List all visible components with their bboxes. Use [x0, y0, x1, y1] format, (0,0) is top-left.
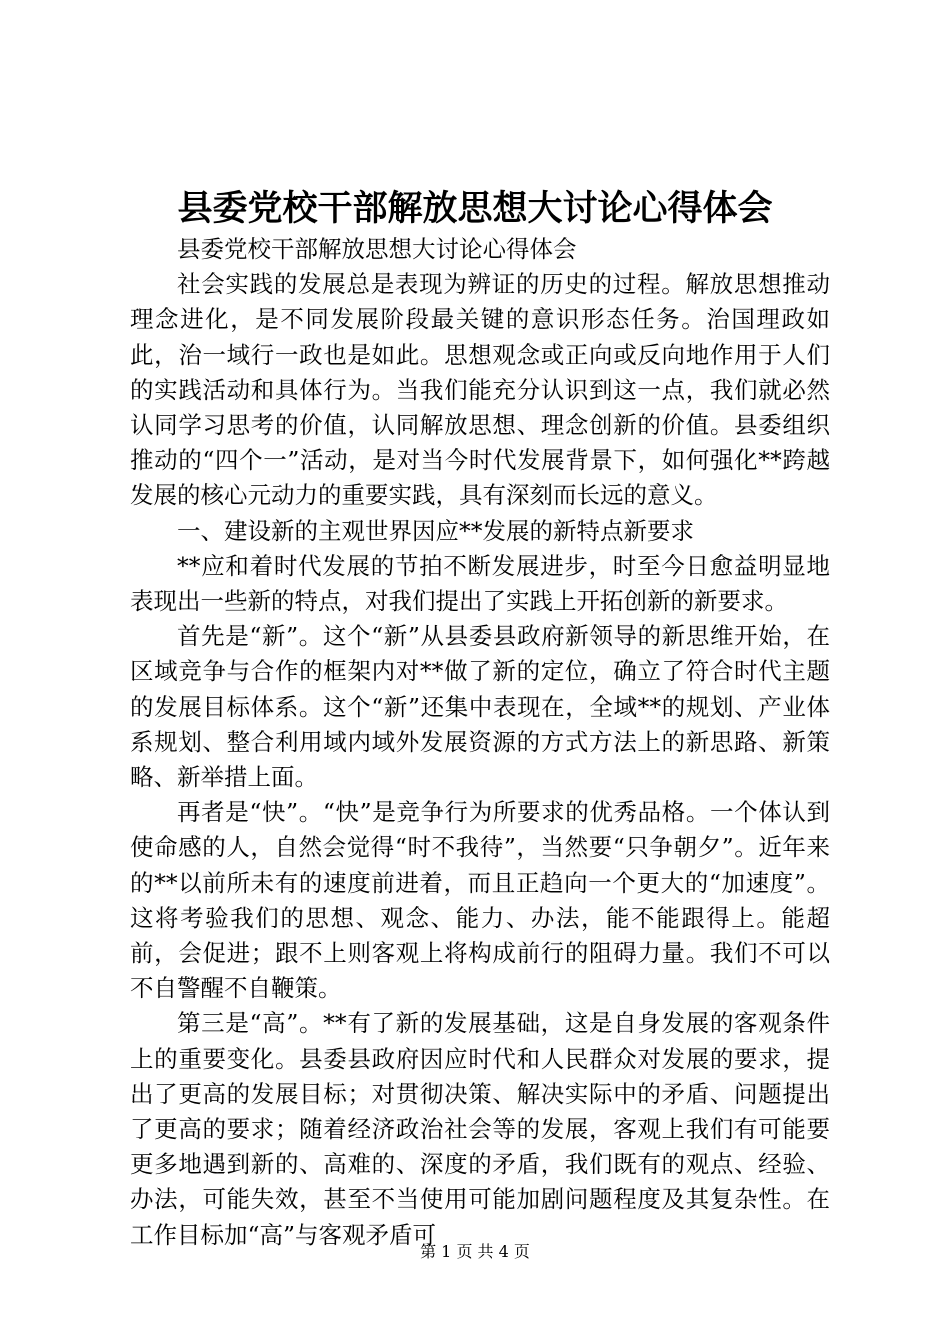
section-heading: 一、建设新的主观世界因应**发展的新特点新要求: [177, 516, 694, 545]
paragraph-intro: 社会实践的发展总是表现为辨证的历史的过程。解放思想推动理念进化，是不同发展阶段最关键的意识形态任务。治国理政如此，治一域行一政也是如此。思想观念或正向或反向地作用于人们的实践活动和具体行为。当我们能充分认识到这一点，我们就必然认同学习思考的价值，认同解放思想、理念创新的价值。县委组织推动的“四个一”活动，是对当今时代发展背景下，如何强化**跨越发展的核心元动力的重要实践，具有深刻而长远的意义。: [130, 270, 830, 510]
paragraph: **应和着时代发展的节拍不断发展进步，时至今日愈益明显地表现出一些新的特点，对我们提出了实践上开拓创新的新要求。: [130, 551, 830, 616]
paragraph: 再者是“快”。“快”是竞争行为所要求的优秀品格。一个体认到使命感的人，自然会觉得“时不我待”，当然要“只争朝夕”。近年来的**以前所未有的速度前进着，而且正趋向一个更大的“加速度”。这将考验我们的思想、观念、能力、办法，能不能跟得上。能超前，会促进；跟不上则客观上将构成前行的阻碍力量。我们不可以不自警醒不自鞭策。: [130, 798, 830, 1003]
paragraph-subtitle: 县委党校干部解放思想大讨论心得体会: [177, 235, 577, 263]
page-footer: 第 1 页 共 4 页: [420, 1242, 530, 1261]
paragraph: 第三是“高”。**有了新的发展基础，这是自身发展的客观条件上的重要变化。县委县政府因应时代和人民群众对发展的要求，提出了更高的发展目标；对贯彻决策、解决实际中的矛盾、问题提出了更高的要求；随着经济政治社会等的发展，客观上我们有可能要更多地遇到新的、高难的、深度的矛盾，我们既有的观点、经验、办法，可能失效，甚至不当使用可能加剧问题程度及其复杂性。在工作目标加“高”与客观矛盾可: [130, 1009, 830, 1249]
document-title: 县委党校干部解放思想大讨论心得体会: [177, 188, 773, 229]
document-body: [130, 232, 830, 1253]
paragraph: 首先是“新”。这个“新”从县委县政府新领导的新思维开始，在区域竞争与合作的框架内对**做了新的定位，确立了符合时代主题的发展目标体系。这个“新”还集中表现在，全域**的规划、产业体系规划、整合利用域内域外发展资源的方式方法上的新思路、新策略、新举措上面。: [130, 622, 830, 792]
